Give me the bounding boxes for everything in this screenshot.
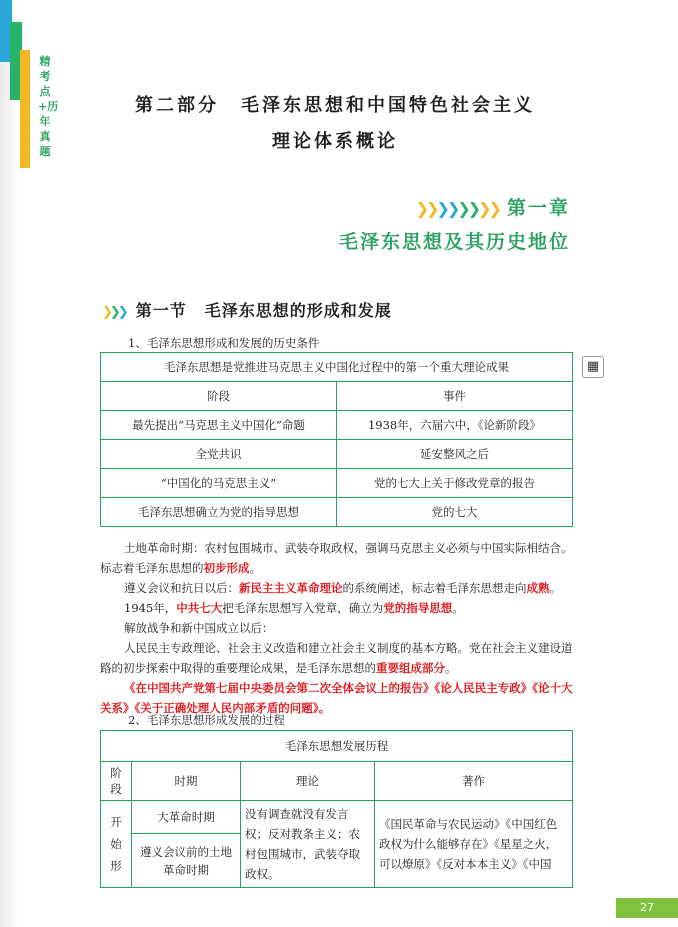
body-text <box>100 538 575 718</box>
section-heading <box>102 298 392 321</box>
table-cell: 没有调查就没有发言权；反对教条主义；农村包围城市，武装夺取政权。 <box>241 801 375 888</box>
table-cell: 党的七大 <box>337 498 573 527</box>
side-label: 精考点+历年真题 <box>38 55 59 158</box>
table-row <box>101 469 573 498</box>
chapter-title: 毛泽东思想及其历史地位 <box>338 231 570 253</box>
paragraph: 土地革命时期：农村包围城市、武装夺取政权，强调马克思主义必须与中国实际相结合。标志着毛泽东思想的初步形成。 <box>100 541 573 575</box>
part-title-line1: 毛泽东思想和中国特色社会主义 <box>241 95 535 116</box>
chapter-heading <box>339 195 570 262</box>
table2-caption: 毛泽东思想发展历程 <box>101 731 573 762</box>
table2-header: 理论 <box>241 762 375 801</box>
section-label: 第一节 <box>135 301 187 320</box>
table2-header: 阶段 <box>101 762 132 801</box>
paragraph: 遵义会议和抗日以后：新民主主义革命理论的系统阐述，标志着毛泽东思想走向成熟。 <box>124 581 561 595</box>
table-cell: 最先提出“马克思主义中国化”命题 <box>101 411 337 440</box>
chevrons-icon: ❯❯❯❯❯❯❯❯ <box>415 199 499 218</box>
page-number: 27 <box>616 898 678 918</box>
table-row <box>101 411 573 440</box>
table2-header: 时期 <box>132 762 241 801</box>
table1-caption: 毛泽东思想是党推进马克思主义中国化过程中的第一个重大理论成果 <box>101 353 573 382</box>
table-cell: 全党共识 <box>101 440 337 469</box>
section-chevrons-icon: ❯❯❯ <box>102 305 126 320</box>
page-edge-shadow <box>0 0 18 927</box>
table1-header: 事件 <box>337 382 573 411</box>
decor-bar-yellow <box>20 50 30 168</box>
table2-header: 著作 <box>375 762 573 801</box>
table-cell: 1938年，六届六中，《论新阶段》 <box>337 411 573 440</box>
table-cell: “中国化的马克思主义” <box>101 469 337 498</box>
paragraph: 1945年，中共七大把毛泽东思想写入党章，确立为党的指导思想。 <box>124 601 464 615</box>
table-cell: 遵义会议前的土地革命时期 <box>132 834 241 888</box>
section-title: 毛泽东思想的形成和发展 <box>204 301 392 320</box>
table-row <box>101 801 573 834</box>
subheading-2: 2、毛泽东思想形成发展的过程 <box>128 713 285 727</box>
subheading-1: 1、毛泽东思想形成和发展的历史条件 <box>128 336 320 350</box>
table-cell: 大革命时期 <box>132 801 241 834</box>
part-title <box>100 88 570 160</box>
table-cell: 党的七大上关于修改党章的报告 <box>337 469 573 498</box>
table1-header: 阶段 <box>101 382 337 411</box>
works-list: 《在中国共产党第七届中央委员会第二次全体会议上的报告》《论人民民主专政》《论十大关系》《关于正确处理人民内部矛盾的问题》。 <box>100 681 573 715</box>
part-label: 第二部分 <box>135 95 219 116</box>
table-row <box>101 440 573 469</box>
chapter-label: 第一章 <box>506 197 570 219</box>
development-history-table <box>100 730 573 888</box>
part-title-line2: 理论体系概论 <box>272 131 398 152</box>
paragraph: 解放战争和新中国成立以后： <box>124 621 274 635</box>
table-expand-icon[interactable]: ▦ <box>582 356 604 378</box>
table-cell: 开始形 <box>101 801 132 888</box>
history-conditions-table <box>100 352 573 527</box>
table-cell: 毛泽东思想确立为党的指导思想 <box>101 498 337 527</box>
paragraph: 人民民主专政理论、社会主义改造和建立社会主义制度的基本方略。党在社会主义建设道路的初步探索中取得的重要理论成果，是毛泽东思想的重要组成部分。 <box>100 641 573 675</box>
table-cell: 延安整风之后 <box>337 440 573 469</box>
table-cell: 《国民革命与农民运动》《中国红色政权为什么能够存在》《星星之火，可以燎原》《反对本本主义》《中国 <box>375 801 573 888</box>
table-row <box>101 498 573 527</box>
